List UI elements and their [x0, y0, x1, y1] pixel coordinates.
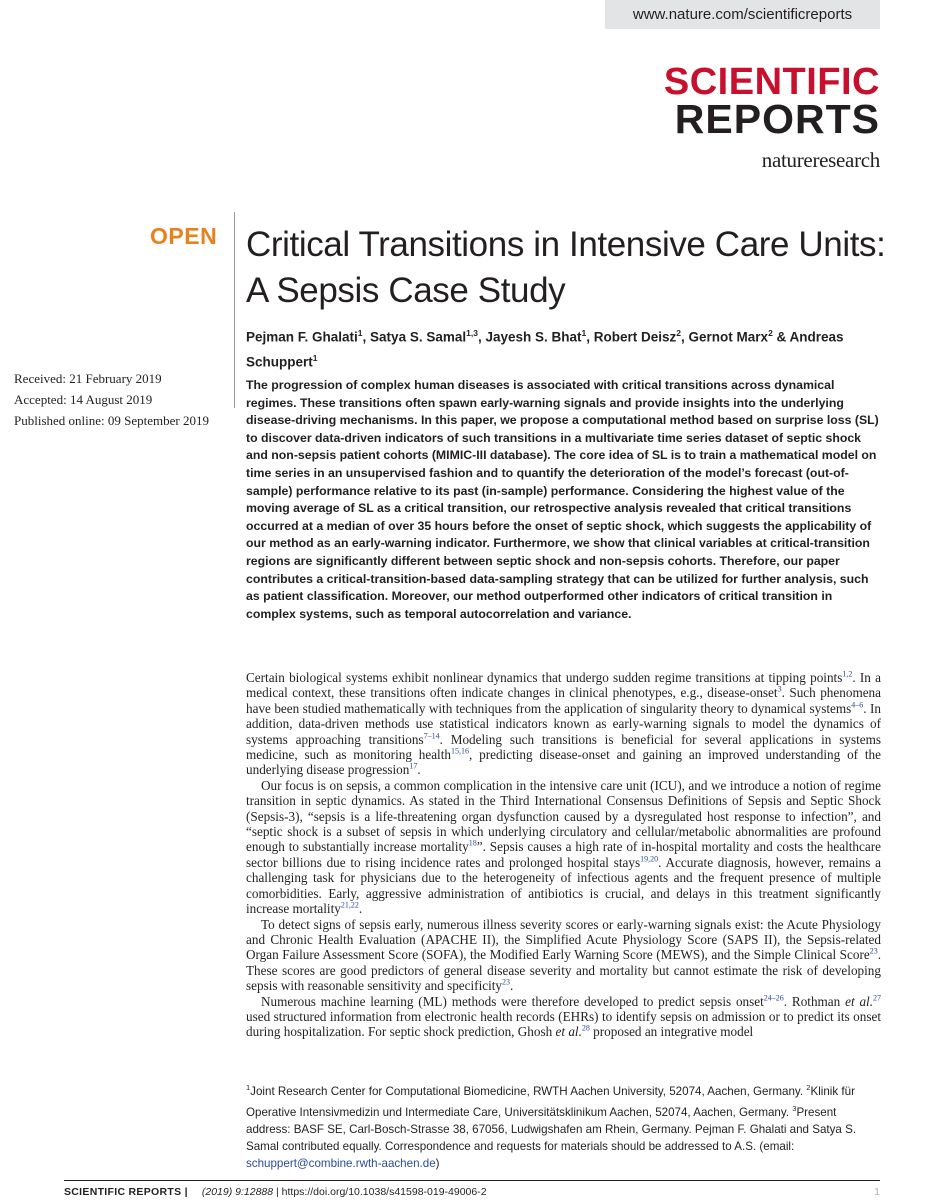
author-name: Pejman F. Ghalati [246, 329, 358, 345]
italic-text: et al. [845, 993, 873, 1009]
abstract: The progression of complex human diseases is associated with critical transitions across dynamical regimes. These transitions often spawn early-warning signals and provide insights into the underlying disease-driving mechanisms. In this paper, we propose a computational method based on surprise loss (SL) to discover data-driven indicators of such transitions in a multivariate time series dataset of septic shock and non-sepsis patient cohorts (MIMIC-III database). The core idea of SL is to train a mathematical model on time series in an unsupervised fashion and to quantify the deterioration of the model’s forecast (out-of-sample) performance relative to its past (in-sample) performance. Considering the highest value of the moving average of SL as a critical transition, our retrospective analysis revealed that critical transitions occurred at a median of over 35 hours before the onset of septic shock, which suggests the applicability of our method as an early-warning indicator. Furthermore, we show that clinical variables at critical-transition regions are significantly different between septic shock and non-sepsis cohorts. Therefore, our paper contributes a critical-transition-based data-sampling strategy that can be utilized for further analysis, such as patient classification. Moreover, our method outperformed other indicators of critical transition in complex systems, such as temporal autocorrelation and variance. [246, 378, 879, 621]
author-name: Gernot Marx [688, 329, 769, 345]
citation-ref[interactable]: 4–6 [851, 700, 864, 710]
affiliation-marker: 1 [246, 1083, 251, 1092]
accepted-date: Accepted: 14 August 2019 [14, 392, 153, 407]
citation-ref[interactable]: 21,22 [340, 900, 359, 910]
citation-ref[interactable]: 18 [468, 839, 477, 849]
author-name: Andreas Schuppert [246, 329, 844, 369]
author-affiliation: 2 [768, 328, 773, 338]
logo-reports: REPORTS [674, 96, 880, 142]
logo-natureresearch: natureresearch [761, 148, 880, 172]
citation-ref[interactable]: 3 [777, 685, 782, 695]
body-paragraph: To detect signs of sepsis early, numerous illness severity scores or early-warning signals exist: the Acute Physiology and Chronic Health Evaluation (APACHE II), the Simplified Acute Physiology Score (SAPS II), the Sepsis-related Organ Failure Assessment Score (SOFA), the Modified Early Warning Score (MEWS), and the Simple Clinical Score$^{23}$. These scores are good predictors of general disease severity and mortality but cannot estimate the risk of developing sepsis with reasonable sensitivity and specificity$^{23}$. [246, 916, 881, 994]
affiliation-marker: 3 [792, 1103, 797, 1113]
body-paragraph: Our focus is on sepsis, a common complication in the intensive care unit (ICU), and we introduce a notion of regime transition in septic dynamics. As stated in the Third International Consensus Definitions of Sepsis and Septic Shock (Sepsis-3), “sepsis is a life-threatening organ dysfunction caused by a dysregulated host response to infection”, and “septic shock is a subset of sepsis in which underlying circulatory and cellular/metabolic abnormalities are profound enough to substantially increase mortality$^{18}$”. Sepsis causes a high rate of in-hospital mortality and costs the healthcare sector billions due to rising incidence rates and prolonged hospital stays$^{19,20}$. Accurate diagnosis, however, remains a challenging task for physicians due to the heterogeneity of infectious agents and the frequent presence of multiple comorbidities. Early, aggressive administration of antibiotics is crucial, and delays in this treatment significantly increase mortality$^{21,22}$. [246, 777, 881, 917]
body-paragraph: Numerous machine learning (ML) methods were therefore developed to predict sepsis onset$^{24-26}$. Rothman et al.$^{27}$ used structured information from electronic health records (EHRs) to identify sepsis on admission or to predict its onset during hospitalization. For septic shock prediction, Ghosh et al.$^{28}$ proposed an integrative model [246, 993, 881, 1040]
published-date: Published online: 09 September 2019 [14, 413, 209, 428]
author-name: Satya S. Samal [370, 329, 467, 345]
citation-ref[interactable]: 19,20 [640, 854, 659, 864]
author-affiliation: 1,3 [466, 328, 478, 338]
received-date: Received: 21 February 2019 [14, 371, 162, 386]
citation-ref[interactable]: 23 [869, 946, 878, 956]
footer-doi[interactable]: | https://doi.org/10.1038/s41598-019-49006-2 [273, 1186, 487, 1198]
journal-url[interactable]: www.nature.com/scientificreports [605, 0, 880, 29]
open-access-badge: OPEN [150, 223, 218, 249]
journal-logo [663, 61, 880, 173]
citation-ref[interactable]: 1,2 [842, 669, 853, 679]
page-footer [64, 1185, 880, 1199]
article-dates [14, 368, 229, 431]
body-paragraph: Certain biological systems exhibit nonlinear dynamics that undergo sudden regime transitions at tipping points$^{1,2}$. In a medical context, these transitions often indicate changes in clinical phenotypes, e.g., disease-onset$^3$. Such phenomena have been studied mathematically with techniques from the application of singularity theory to dynamical systems$^{4-6}$. In addition, data-driven methods use statistical indicators known as early-warning signals to model the dynamics of systems approaching transitions$^{7-14}$. Modeling such transitions is beneficial for several applications in systems medicine, such as monitoring health$^{15,16}$, predicting disease-onset and gaining an improved understanding of the underlying disease progression$^{17}$. [246, 669, 882, 778]
article-body [246, 670, 881, 1040]
page-number: 1 [874, 1186, 880, 1198]
author-list: Pejman F. Ghalati$^1$, Satya S. Samal$^{1,3}$, Jayesh S. Bhat$^1$, Robert Deisz$^2$, Gernot Marx$^2$ & Andreas Schuppert$^1$ [246, 328, 844, 369]
affiliation-marker: 2 [806, 1083, 811, 1092]
correspondence-email[interactable]: schuppert@combine.rwth-aachen.de [246, 1156, 436, 1170]
author-affiliation: 1 [581, 328, 587, 338]
author-affiliation: 1 [357, 328, 363, 338]
footer-year-volume: (2019) 9:12888 [201, 1186, 274, 1198]
footer-divider [64, 1180, 880, 1181]
logo-scientific: SCIENTIFIC [663, 61, 880, 103]
italic-text: et al. [555, 1024, 582, 1040]
citation-ref[interactable]: 24–26 [763, 993, 784, 1003]
citation-ref[interactable]: 17 [409, 762, 418, 772]
author-name: Jayesh S. Bhat [485, 329, 582, 345]
author-name: Robert Deisz [593, 329, 677, 345]
citation-ref[interactable]: 28 [581, 1023, 590, 1033]
citation-ref[interactable]: 27 [873, 993, 881, 1003]
citation-ref[interactable]: 23 [502, 977, 511, 987]
affiliations-footnote: $^1$Joint Research Center for Computational Biomedicine, RWTH Aachen University, 52074, Aachen, Germany. $^2$Klinik für Operative Intensivmedizin und Intermediate Care, Universitätsklinikum Aachen, 52074, Aachen, Germany. $^3$Present address: BASF SE, Carl-Bosch-Strasse 38, 67056, Ludwigshafen am Rhein, Germany. Pejman F. Ghalati and Satya S. Samal contributed equally. Correspondence and requests for materials should be addressed to A.S. (email: schuppert@combine.rwth-aachen.de) [246, 1083, 857, 1170]
article-title: Critical Transitions in Intensive Care Units: A Sepsis Case Study [246, 225, 886, 310]
citation-ref[interactable]: 7–14 [423, 731, 440, 741]
author-affiliation: 2 [676, 328, 682, 338]
footer-journal: SCIENTIFIC REPORTS | [64, 1186, 188, 1198]
title-divider [234, 212, 235, 408]
author-affiliation: 1 [312, 352, 318, 363]
citation-ref[interactable]: 15,16 [450, 746, 469, 756]
